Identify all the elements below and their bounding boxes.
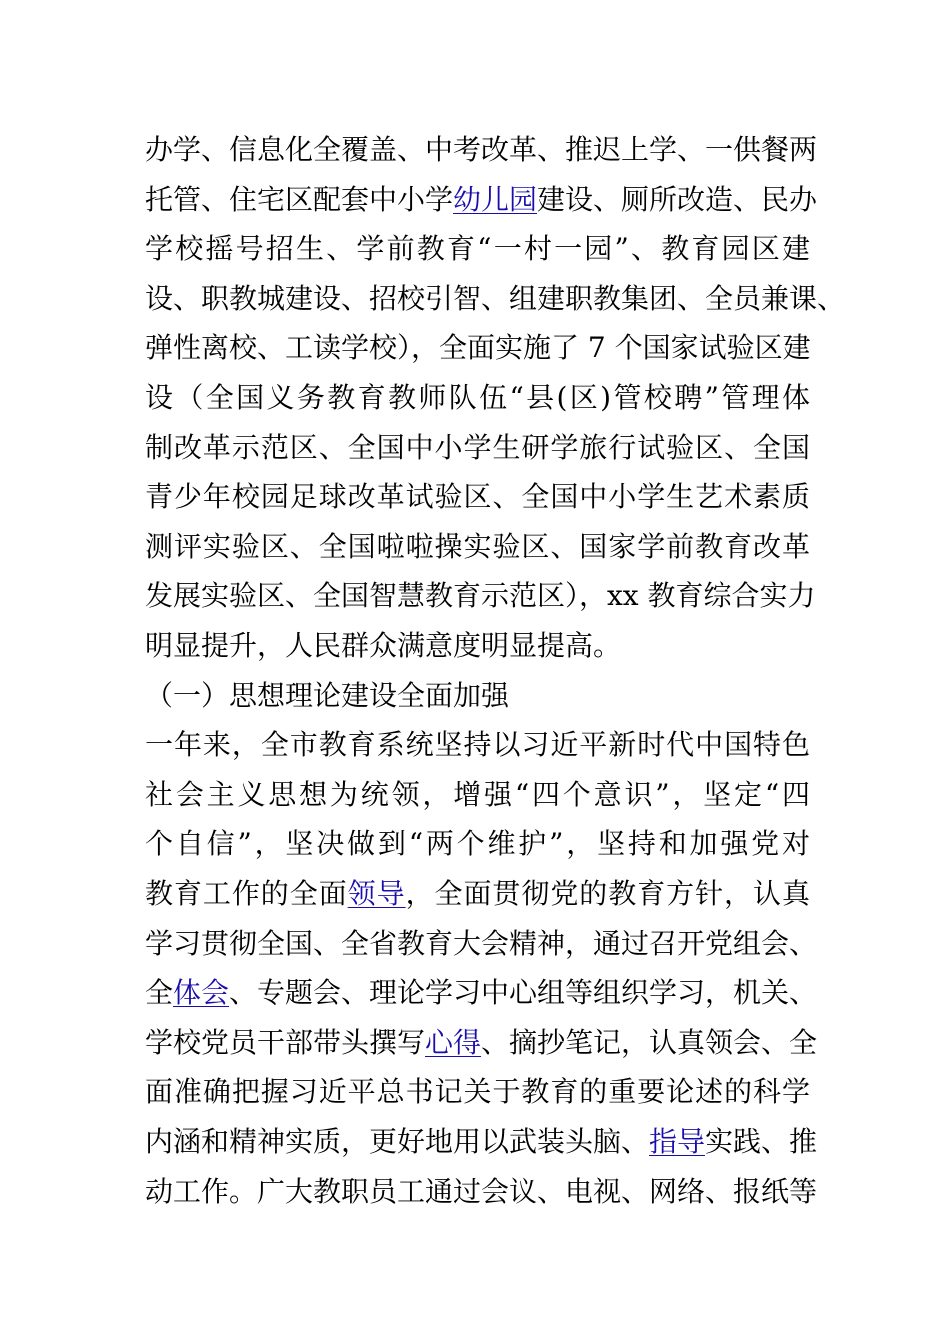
text-run: 建设、厕所改造、民办 [537,182,818,216]
paragraph-2-line [145,671,810,721]
text-run: 测评实验区、全国啦啦操实验区、国家学前教育改革 [145,529,810,563]
inline-link[interactable]: 幼儿园 [453,182,538,216]
text-run: 制改革示范区、全国中小学生研学旅行试验区、全国 [145,430,810,464]
text-run: 明显提升，人民群众满意度明显提高。 [145,629,622,662]
text-run: ，全面贯彻党的教育方针，认真 [405,877,810,910]
text-run: 全 [145,976,174,1010]
paragraph-3-line [145,720,810,770]
inline-link[interactable]: 体会 [173,976,230,1010]
paragraph-1-line [145,373,810,423]
paragraph-1-line [145,274,846,324]
text-run: 设、职教城建设、招校引智、组建职教集团、全员兼课、 [145,281,846,315]
text-run: 教育工作的全面 [145,877,348,910]
text-run: 发展实验区、全国智慧教育示范区），xx 教育综合实力 [145,579,816,613]
text-run: 设（全国义务教育教师队伍“县(区)管校聘”管理体 [145,381,810,414]
text-run: 、摘抄笔记，认真领会、全 [481,1025,818,1059]
paragraph-3-line [145,1018,818,1068]
text-run: 学校摇号招生、学前教育“一村一园”、教育园区建 [145,232,810,266]
paragraph-3-line [145,819,810,869]
paragraph-1-line [145,423,810,473]
text-run: 动工作。广大教职员工通过会议、电视、网络、报纸等 [145,1174,818,1208]
paragraph-1-line [145,472,810,522]
text-run: 学习贯彻全国、全省教育大会精神，通过召开党组会、 [145,926,818,960]
paragraph-3-line [145,1067,810,1117]
paragraph-3-line [145,1167,818,1217]
paragraph-3-line [145,869,810,919]
paragraph-1-line [145,323,810,373]
inline-link[interactable]: 指导 [649,1125,706,1158]
text-run: 内涵和精神实质，更好地用以武装头脑、 [145,1125,650,1158]
text-run: 个自信”，坚决做到“两个维护”，坚持和加强党对 [145,827,810,861]
text-run: 办学、信息化全覆盖、中考改革、推迟上学、一供餐两 [145,133,818,166]
paragraph-1-line [145,125,818,175]
inline-link[interactable]: 领导 [347,877,406,910]
text-run: 实践、推 [705,1125,818,1158]
paragraph-1-line [145,175,818,225]
paragraph-3-line [145,919,818,969]
text-run: （一）思想理论建设全面加强 [145,678,510,712]
text-run: 面准确把握习近平总书记关于教育的重要论述的科学 [145,1075,810,1109]
text-run: 青少年校园足球改革试验区、全国中小学生艺术素质 [145,480,810,514]
paragraph-1-line [145,571,816,621]
text-run: 学校党员干部带头撰写 [145,1025,426,1059]
text-run: 托管、住宅区配套中小学 [145,182,454,216]
paragraph-3-line [145,770,810,820]
text-run: 弹性离校、工读学校），全面实施了 7 个国家试验区建 [145,331,811,365]
paragraph-1-line [145,224,810,274]
paragraph-3-line [145,968,818,1018]
text-run: 社会主义思想为统领，增强“四个意识”，坚定“四 [145,777,810,811]
text-run: 、专题会、理论学习中心组等组织学习，机关、 [229,976,818,1010]
paragraph-1-line [145,522,810,572]
text-run: 一年来，全市教育系统坚持以习近平新时代中国特色 [145,728,810,762]
paragraph-3-line [145,1117,818,1167]
inline-link[interactable]: 心得 [425,1025,482,1059]
paragraph-1-line [145,621,810,671]
